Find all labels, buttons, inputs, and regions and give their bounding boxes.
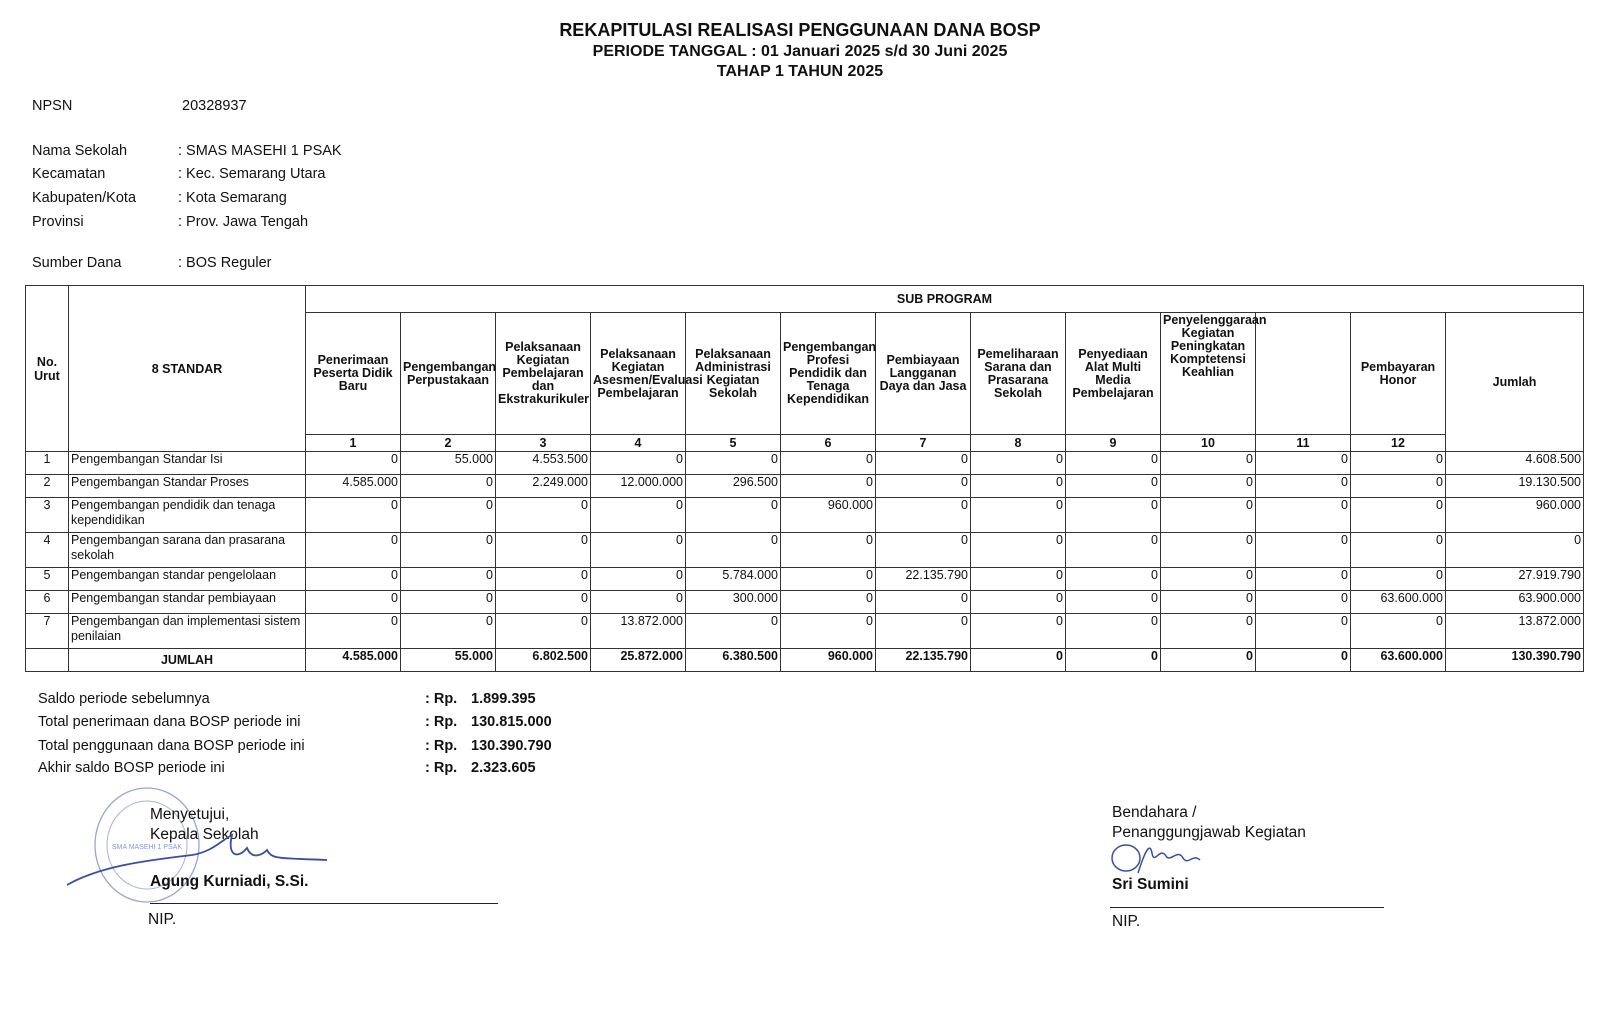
column-number: 2 [401,435,496,452]
table-row [26,568,1584,591]
amount-cell: 0 [1066,533,1161,568]
column-header [1256,313,1351,435]
treasurer-title: Penanggungjawab Kegiatan [1112,824,1306,841]
amount-cell: 300.000 [686,591,781,614]
amount-cell: 0 [876,614,971,649]
amount-cell: 0 [686,533,781,568]
amount-cell: 0 [401,614,496,649]
totals-empty [26,649,69,672]
column-number: 5 [686,435,781,452]
standard-header: 8 STANDAR [69,286,306,452]
fund-label: Sumber Dana [32,255,122,271]
amount-cell: 0 [971,475,1066,498]
total-header: Jumlah [1446,313,1584,452]
amount-cell: 0 [1161,533,1256,568]
amount-cell: 0 [1161,475,1256,498]
column-number: 3 [496,435,591,452]
amount-cell: 0 [686,498,781,533]
standard-name: Pengembangan standar pembiayaan [69,591,306,614]
treasurer-signature-line [1110,907,1384,908]
amount-cell: 0 [591,452,686,475]
column-total: 63.600.000 [1351,649,1446,672]
no-header: No. Urut [26,286,69,452]
summary-label: Total penerimaan dana BOSP periode ini [38,714,301,730]
summary-currency: : Rp. [425,691,458,707]
amount-cell: 0 [781,533,876,568]
principal-name: Agung Kurniadi, S.Si. [150,873,309,890]
amount-cell: 0 [1351,498,1446,533]
npsn-label: NPSN [32,98,73,114]
summary-currency: : Rp. [425,760,458,776]
amount-cell: 0 [1256,533,1351,568]
amount-cell: 0 [1161,452,1256,475]
approval-label: Menyetujui, [150,806,230,823]
table-row [26,475,1584,498]
amount-cell: 0 [971,591,1066,614]
standard-name: Pengembangan dan implementasi sistem penilaian [69,614,306,649]
column-total: 0 [1066,649,1161,672]
column-header: Pelaksanaan Kegiatan Asesmen/Evaluasi Pembelajaran [591,313,686,435]
row-number: 2 [26,475,69,498]
summary-amount: 2.323.605 [471,760,536,776]
document-title: REKAPITULASI REALISASI PENGGUNAAN DANA BOSP [559,20,1041,40]
column-header: Penerimaan Peserta Didik Baru [306,313,401,435]
amount-cell: 0 [1161,568,1256,591]
standard-name: Pengembangan sarana dan prasarana sekolah [69,533,306,568]
standard-name: Pengembangan pendidik dan tenaga kependidikan [69,498,306,533]
treasurer-nip: NIP. [1112,913,1141,930]
row-number: 6 [26,591,69,614]
principal-title: Kepala Sekolah [150,826,259,843]
column-total: 960.000 [781,649,876,672]
principal-signature-line [150,903,498,904]
amount-cell: 0 [1066,498,1161,533]
amount-cell: 960.000 [781,498,876,533]
summary-currency: : Rp. [425,714,458,730]
amount-cell: 0 [1256,568,1351,591]
amount-cell: 4.553.500 [496,452,591,475]
summary-label: Akhir saldo BOSP periode ini [38,760,225,776]
standard-name: Pengembangan Standar Proses [69,475,306,498]
column-number: 7 [876,435,971,452]
document-period: PERIODE TANGGAL : 01 Januari 2025 s/d 30 Juni 2025 [592,43,1008,60]
amount-cell: 0 [1066,614,1161,649]
amount-cell: 13.872.000 [591,614,686,649]
district-label: Kecamatan [32,166,106,182]
amount-cell: 0 [781,591,876,614]
amount-cell: 0 [496,498,591,533]
summary-amount: 130.815.000 [471,714,552,730]
column-header: Penyediaan Alat Multi Media Pembelajaran [1066,313,1161,435]
summary-amount: 130.390.790 [471,738,552,754]
amount-cell: 0 [591,533,686,568]
city-value: : Kota Semarang [178,190,287,206]
column-header: Pembayaran Honor [1351,313,1446,435]
row-total: 27.919.790 [1446,568,1584,591]
column-header: Pembiayaan Langganan Daya dan Jasa [876,313,971,435]
district-value: : Kec. Semarang Utara [178,166,326,182]
amount-cell: 63.600.000 [1351,591,1446,614]
amount-cell: 0 [781,475,876,498]
column-header: Pengembangan Profesi Pendidik dan Tenaga Kependidikan [781,313,876,435]
amount-cell: 0 [1351,614,1446,649]
amount-cell: 4.585.000 [306,475,401,498]
amount-cell: 0 [591,498,686,533]
amount-cell: 0 [1351,475,1446,498]
amount-cell: 0 [1351,533,1446,568]
table-row [26,533,1584,568]
amount-cell: 0 [306,452,401,475]
amount-cell: 0 [1256,452,1351,475]
summary-label: Total penggunaan dana BOSP periode ini [38,738,305,754]
amount-cell: 0 [1066,568,1161,591]
npsn-value: 20328937 [182,98,247,114]
amount-cell: 0 [306,591,401,614]
summary-amount: 1.899.395 [471,691,536,707]
stamp-text: SMA MASEHI 1 PSAK [111,844,183,851]
row-total: 4.608.500 [1446,452,1584,475]
column-header: Pengembangan Perpustakaan [401,313,496,435]
amount-cell: 0 [686,452,781,475]
amount-cell: 0 [1161,498,1256,533]
row-number: 3 [26,498,69,533]
amount-cell: 0 [1161,614,1256,649]
column-total: 6.802.500 [496,649,591,672]
amount-cell: 0 [876,533,971,568]
row-total: 19.130.500 [1446,475,1584,498]
amount-cell: 12.000.000 [591,475,686,498]
column-number: 12 [1351,435,1446,452]
table-row [26,614,1584,649]
amount-cell: 0 [306,568,401,591]
amount-cell: 0 [591,591,686,614]
column-header: Pelaksanaan Kegiatan Pembelajaran dan Ekstrakurikuler [496,313,591,435]
principal-nip: NIP. [148,911,177,928]
amount-cell: 0 [876,498,971,533]
amount-cell: 0 [306,614,401,649]
province-value: : Prov. Jawa Tengah [178,214,309,230]
amount-cell: 0 [306,498,401,533]
amount-cell: 0 [876,475,971,498]
amount-cell: 0 [496,614,591,649]
amount-cell: 0 [971,498,1066,533]
amount-cell: 0 [496,533,591,568]
column-total: 4.585.000 [306,649,401,672]
totals-row [26,649,1584,672]
row-number: 7 [26,614,69,649]
amount-cell: 0 [401,568,496,591]
column-total: 6.380.500 [686,649,781,672]
column-number: 4 [591,435,686,452]
amount-cell: 0 [1066,591,1161,614]
row-number: 5 [26,568,69,591]
amount-cell: 0 [686,614,781,649]
amount-cell: 0 [971,568,1066,591]
province-label: Provinsi [32,214,84,230]
column-number: 11 [1256,435,1351,452]
amount-cell: 0 [1066,475,1161,498]
amount-cell: 5.784.000 [686,568,781,591]
city-label: Kabupaten/Kota [32,190,137,206]
column-number: 9 [1066,435,1161,452]
amount-cell: 55.000 [401,452,496,475]
column-header: Penyelenggaraan Kegiatan Peningkatan Komptetensi Keahlian [1161,313,1256,435]
column-number: 1 [306,435,401,452]
amount-cell: 0 [971,533,1066,568]
amount-cell: 0 [971,452,1066,475]
row-number: 1 [26,452,69,475]
column-total: 0 [1161,649,1256,672]
row-total: 960.000 [1446,498,1584,533]
fund-value: : BOS Reguler [178,255,272,271]
amount-cell: 0 [306,533,401,568]
table-row [26,591,1584,614]
totals-label: JUMLAH [69,649,306,672]
amount-cell: 22.135.790 [876,568,971,591]
summary-label: Saldo periode sebelumnya [38,691,210,707]
amount-cell: 0 [1256,591,1351,614]
column-total: 0 [1256,649,1351,672]
column-number: 10 [1161,435,1256,452]
row-total: 13.872.000 [1446,614,1584,649]
amount-cell: 0 [1256,614,1351,649]
table-row [26,452,1584,475]
amount-cell: 0 [781,452,876,475]
column-total: 25.872.000 [591,649,686,672]
amount-cell: 0 [876,452,971,475]
grand-total: 130.390.790 [1446,649,1584,672]
amount-cell: 0 [1351,452,1446,475]
row-number: 4 [26,533,69,568]
school-value: : SMAS MASEHI 1 PSAK [178,143,342,159]
realization-table [25,285,1584,672]
amount-cell: 0 [401,475,496,498]
amount-cell: 0 [971,614,1066,649]
amount-cell: 0 [496,568,591,591]
column-total: 55.000 [401,649,496,672]
amount-cell: 0 [1256,498,1351,533]
amount-cell: 0 [876,591,971,614]
column-total: 22.135.790 [876,649,971,672]
amount-cell: 0 [401,533,496,568]
treasurer-label: Bendahara / [1112,804,1197,821]
amount-cell: 0 [591,568,686,591]
amount-cell: 0 [1351,568,1446,591]
amount-cell: 0 [1066,452,1161,475]
column-header: Pelaksanaan Administrasi Kegiatan Sekolah [686,313,781,435]
school-label: Nama Sekolah [32,143,128,159]
treasurer-name: Sri Sumini [1112,876,1189,893]
column-number: 8 [971,435,1066,452]
column-header: Pemeliharaan Sarana dan Prasarana Sekolah [971,313,1066,435]
summary-currency: : Rp. [425,738,458,754]
row-total: 63.900.000 [1446,591,1584,614]
sub-program-header: SUB PROGRAM [306,286,1584,313]
column-number: 6 [781,435,876,452]
amount-cell: 0 [401,498,496,533]
row-total: 0 [1446,533,1584,568]
amount-cell: 0 [401,591,496,614]
amount-cell: 0 [781,614,876,649]
amount-cell: 0 [1161,591,1256,614]
amount-cell: 296.500 [686,475,781,498]
standard-name: Pengembangan Standar Isi [69,452,306,475]
standard-name: Pengembangan standar pengelolaan [69,568,306,591]
column-total: 0 [971,649,1066,672]
table-row [26,498,1584,533]
amount-cell: 2.249.000 [496,475,591,498]
amount-cell: 0 [1256,475,1351,498]
amount-cell: 0 [781,568,876,591]
amount-cell: 0 [496,591,591,614]
document-stage: TAHAP 1 TAHUN 2025 [716,63,884,80]
